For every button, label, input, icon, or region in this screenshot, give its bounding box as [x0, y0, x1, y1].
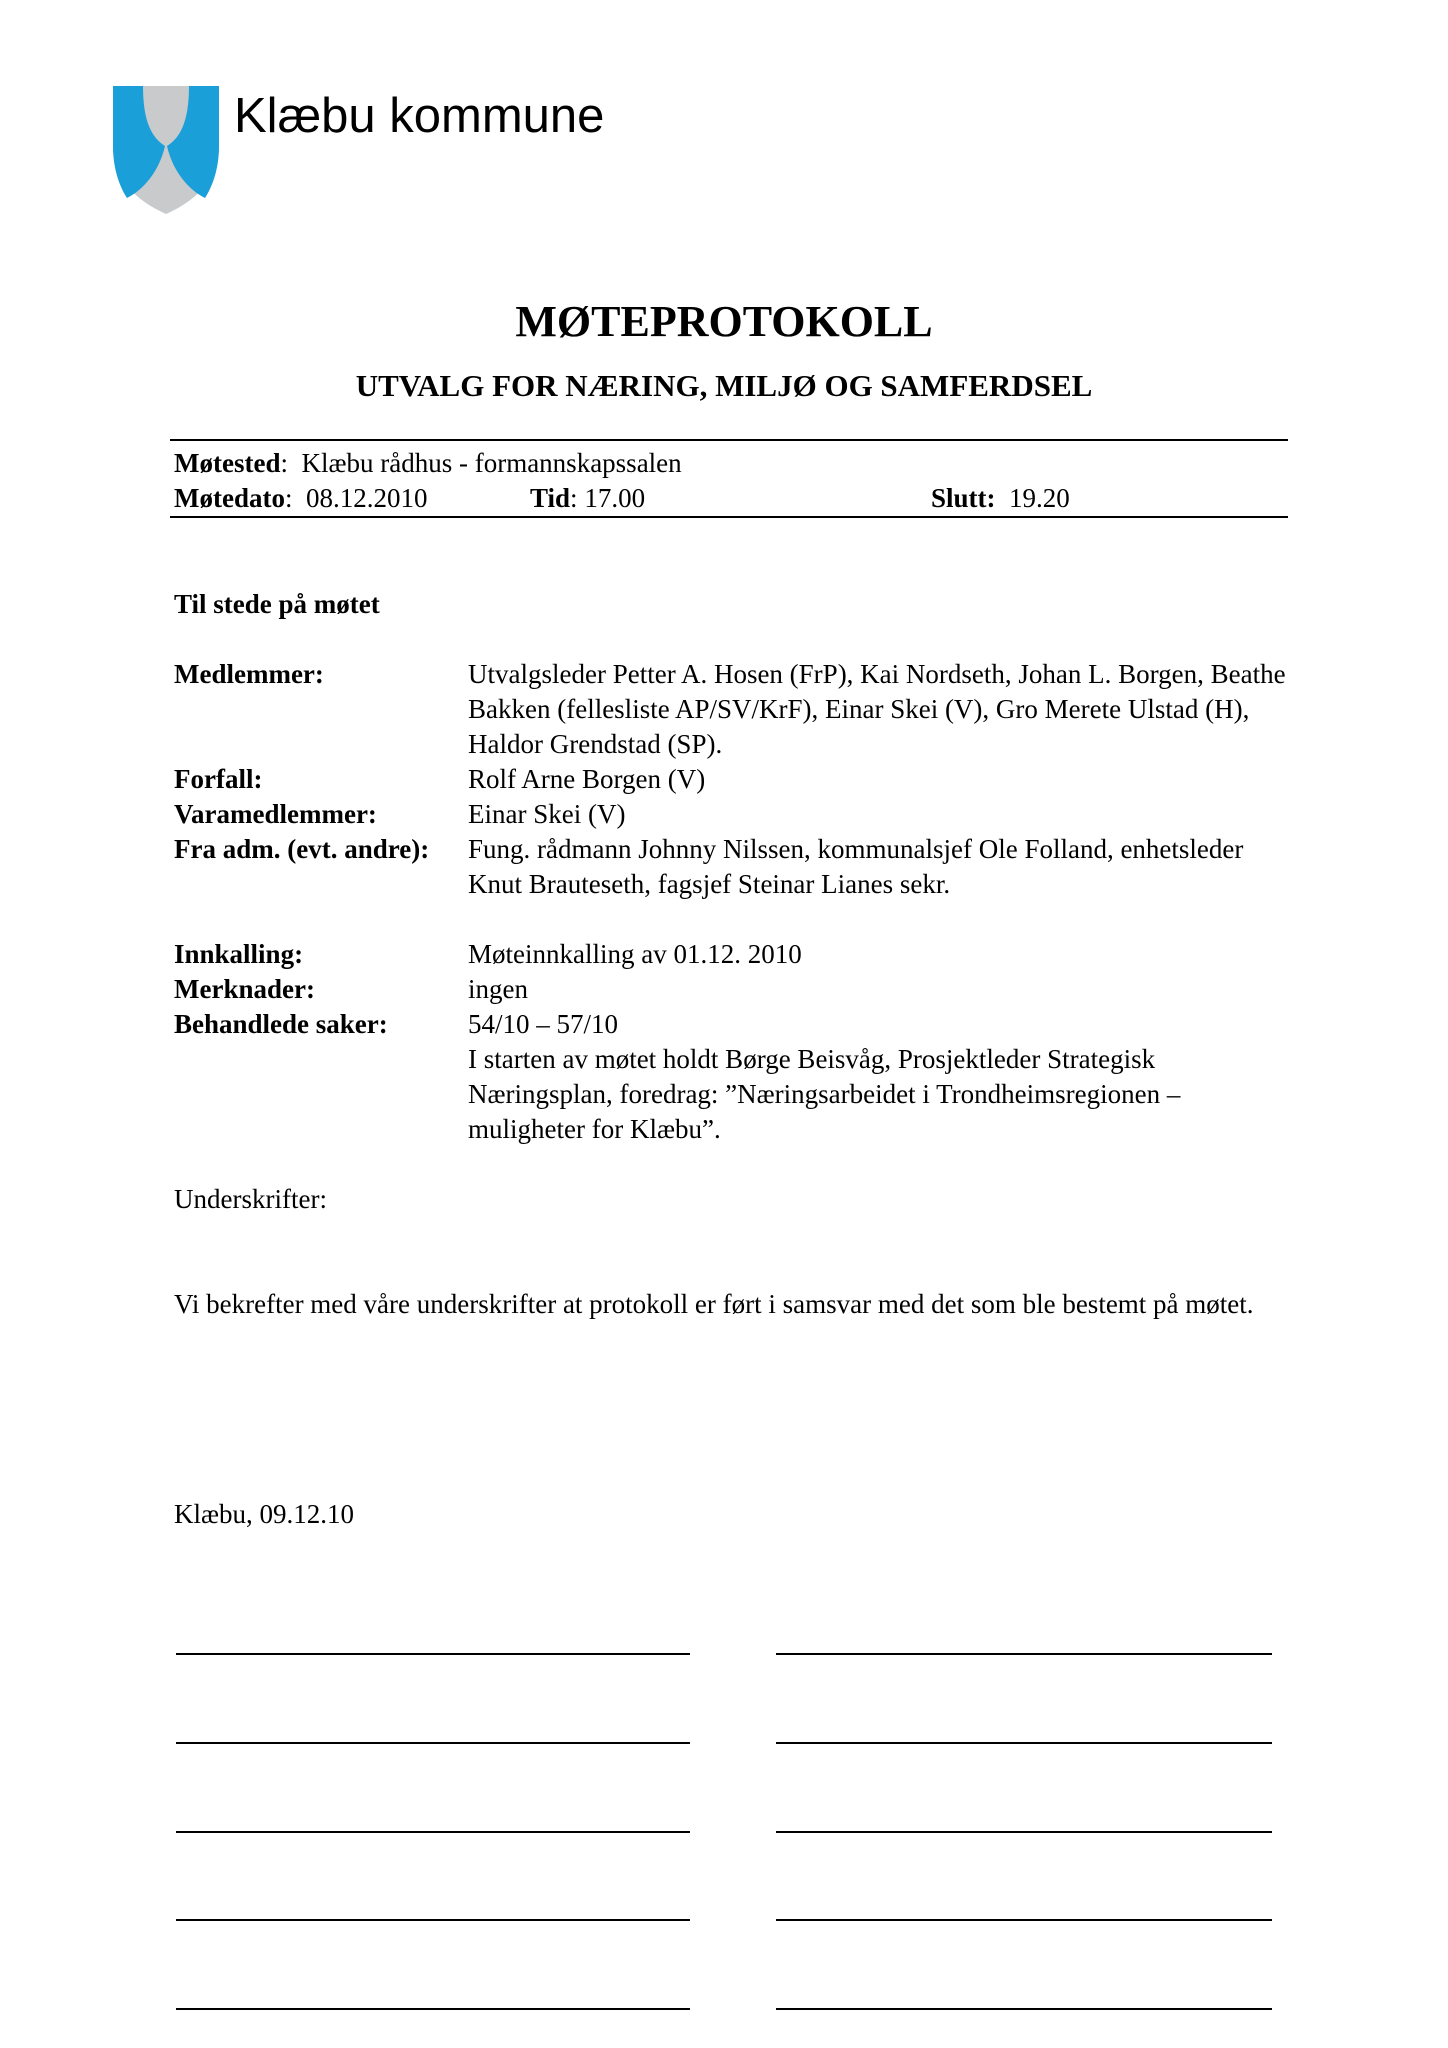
- meeting-time-row: Tid: 17.00: [530, 483, 646, 513]
- absent-value: Rolf Arne Borgen (V): [468, 764, 706, 794]
- meeting-place-label: Møtested: [174, 448, 281, 478]
- meeting-end-row: [931, 481, 1070, 516]
- signature-line: [776, 1653, 1272, 1655]
- meeting-date-value: 08.12.2010: [305, 483, 428, 513]
- meeting-place-row: Møtested: Klæbu rådhus - formannskapssalen: [174, 448, 682, 478]
- signature-line: [176, 1919, 690, 1921]
- meeting-time-value: 17.00: [584, 483, 646, 513]
- signature-line: [776, 2008, 1272, 2010]
- attendance-heading: Til stede på møtet: [174, 589, 380, 619]
- signature-line: [176, 1742, 690, 1744]
- bottom-rule: [170, 516, 1288, 518]
- signature-line: [176, 2008, 690, 2010]
- signature-line: [776, 1742, 1272, 1744]
- meeting-time-label: Tid: [530, 483, 571, 513]
- substitutes-label: Varamedlemmer:: [174, 799, 377, 829]
- meeting-date-label: Møtedato: [174, 483, 285, 513]
- notice-label: Innkalling:: [174, 939, 304, 969]
- remarks-value: ingen: [468, 974, 528, 1004]
- meeting-date-row: Møtedato: 08.12.2010: [174, 483, 428, 513]
- admin-value: Fung. rådmann Johnny Nilssen, kommunalsjef Ole Folland, enhetsleder Knut Brauteseth, fagsjef Steinar Lianes sekr.: [468, 834, 1244, 899]
- signatures-heading: Underskrifter:: [174, 1184, 327, 1214]
- signature-line: [776, 1831, 1272, 1833]
- coat-of-arms-icon: [113, 86, 219, 214]
- meeting-place-value: Klæbu rådhus - formannskapssalen: [301, 448, 682, 478]
- signature-line: [176, 1653, 690, 1655]
- meeting-end-value: 19.20: [1009, 483, 1070, 513]
- remarks-label: Merknader:: [174, 974, 315, 1004]
- cases-label: Behandlede saker:: [174, 1009, 388, 1039]
- notice-value: Møteinnkalling av 01.12. 2010: [468, 939, 802, 969]
- confirmation-text: Vi bekrefter med våre underskrifter at protokoll er ført i samsvar med det som ble bestemt på møtet.: [174, 1289, 1254, 1319]
- signature-line: [776, 1919, 1272, 1921]
- document-title: MØTEPROTOKOLL: [515, 297, 933, 346]
- cases-note: I starten av møtet holdt Børge Beisvåg, Prosjektleder Strategisk Næringsplan, foredrag: ”Næringsarbeidet i Trondheimsregionen – muligheter for Klæbu”.: [468, 1044, 1181, 1144]
- signature-line: [176, 1831, 690, 1833]
- members-value: Utvalgsleder Petter A. Hosen (FrP), Kai Nordseth, Johan L. Borgen, Beathe Bakken (fellesliste AP/SV/KrF), Einar Skei (V), Gro Merete Ulstad (H), Haldor Grendstad (SP).: [468, 659, 1286, 759]
- committee-name: UTVALG FOR NÆRING, MILJØ OG SAMFERDSEL: [355, 368, 1093, 403]
- org-name: Klæbu kommune: [234, 89, 605, 143]
- place-date: Klæbu, 09.12.10: [174, 1499, 355, 1529]
- top-rule: [170, 439, 1288, 441]
- absent-label: Forfall:: [174, 764, 263, 794]
- members-label: Medlemmer:: [174, 659, 324, 689]
- substitutes-value: Einar Skei (V): [468, 799, 626, 829]
- meeting-end-label: Slutt:: [931, 483, 996, 513]
- admin-label: Fra adm. (evt. andre):: [174, 834, 430, 864]
- cases-value: 54/10 – 57/10: [468, 1009, 619, 1039]
